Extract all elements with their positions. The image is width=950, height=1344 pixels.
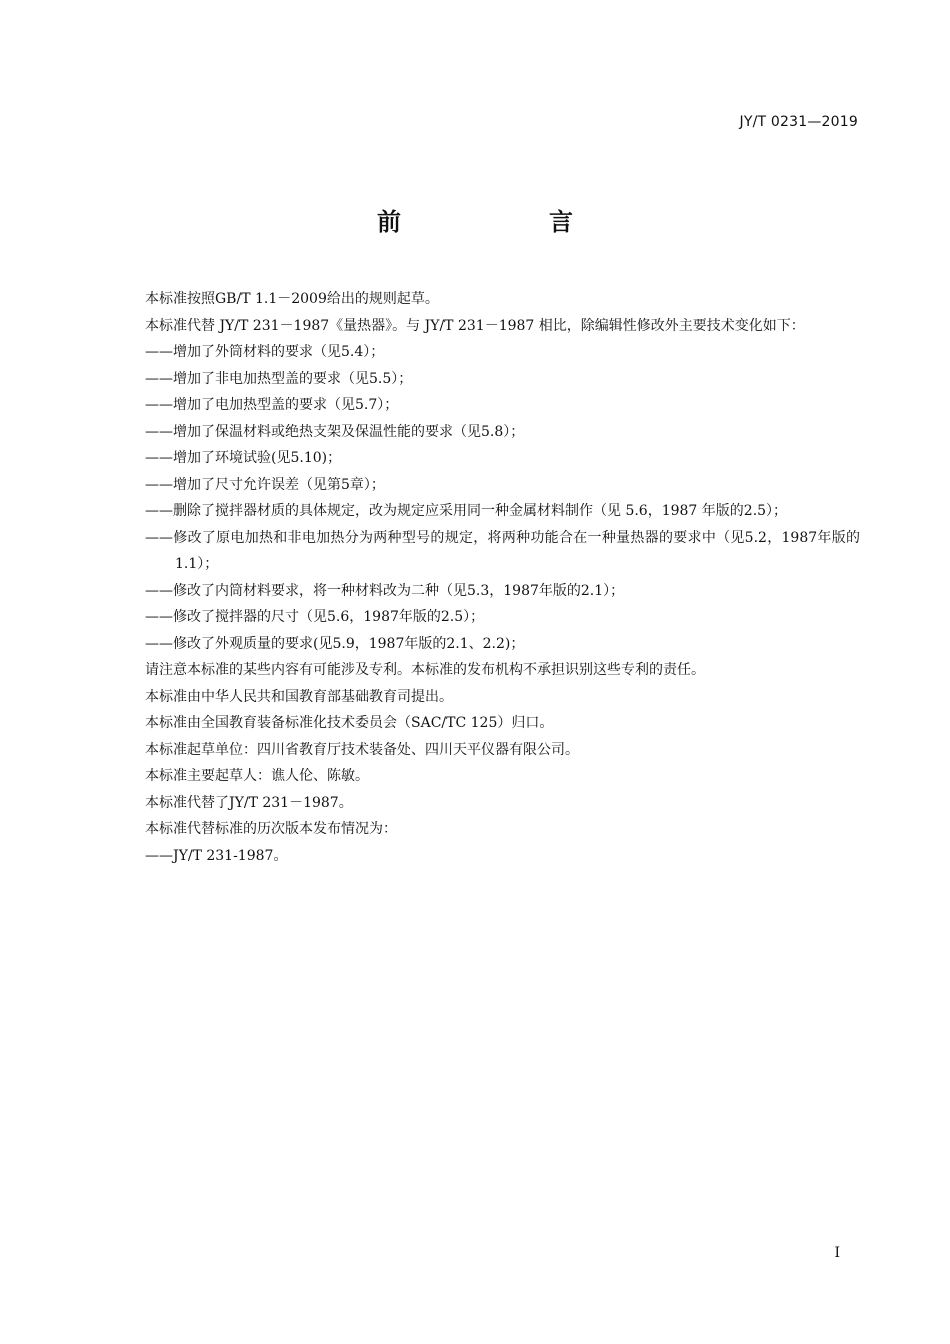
page-title: 前 言 <box>377 208 635 236</box>
change-item: ——增加了外筒材料的要求（见5.4）； <box>145 344 385 360</box>
paragraph-replacement: 本标准代替 JY/T 231－1987《量热器》。与 JY/T 231－1987 相比，除编辑性修改外主要技术变化如下： <box>145 317 805 334</box>
change-item: ——修改了外观质量的要求(见5.9，1987年版的2.1、2.2)； <box>145 635 525 652</box>
foreword-body <box>115 286 860 869</box>
paragraph-drafters: 本标准主要起草人：谯人伦、陈敏。 <box>145 768 369 784</box>
change-item: ——增加了环境试验(见5.10)； <box>145 450 342 466</box>
change-item: ——增加了非电加热型盖的要求（见5.5）； <box>145 370 413 387</box>
paragraph-history-intro: 本标准代替标准的历次版本发布情况为： <box>145 821 397 837</box>
paragraph-proposer: 本标准由中华人民共和国教育部基础教育司提出。 <box>145 688 453 705</box>
change-item: ——修改了原电加热和非电加热分为两种型号的规定，将两种功能合在一种量热器的要求中（见5.2，1987年版的1.1）； <box>145 529 860 572</box>
change-item: ——增加了尺寸允许误差（见第5章）； <box>145 476 385 493</box>
paragraph-patent-notice: 请注意本标准的某些内容有可能涉及专利。本标准的发布机构不承担识别这些专利的责任。 <box>145 662 705 678</box>
paragraph-drafting-units: 本标准起草单位：四川省教育厅技术装备处、四川天平仪器有限公司。 <box>145 741 579 758</box>
paragraph-history-item: ——JY/T 231-1987。 <box>145 847 288 864</box>
document-code: JY/T 0231—2019 <box>739 114 858 130</box>
change-item: ——删除了搅拌器材质的具体规定，改为规定应采用同一种金属材料制作（见 5.6，1987 年版的2.5）； <box>145 503 788 519</box>
paragraph-drafting-rule: 本标准按照GB/T 1.1－2009给出的规则起草。 <box>145 291 439 307</box>
change-item: ——增加了保温材料或绝热支架及保温性能的要求（见5.8）； <box>145 423 525 440</box>
page-number: I <box>834 1245 840 1261</box>
change-item: ——增加了电加热型盖的要求（见5.7）； <box>145 397 399 413</box>
paragraph-committee: 本标准由全国教育装备标准化技术委员会（SAC/TC 125）归口。 <box>145 715 554 731</box>
change-item: ——修改了内筒材料要求，将一种材料改为二种（见5.3，1987年版的2.1）； <box>145 582 625 599</box>
change-item: ——修改了搅拌器的尺寸（见5.6，1987年版的2.5）； <box>145 609 485 625</box>
paragraph-replaces: 本标准代替了JY/T 231－1987。 <box>145 794 353 811</box>
